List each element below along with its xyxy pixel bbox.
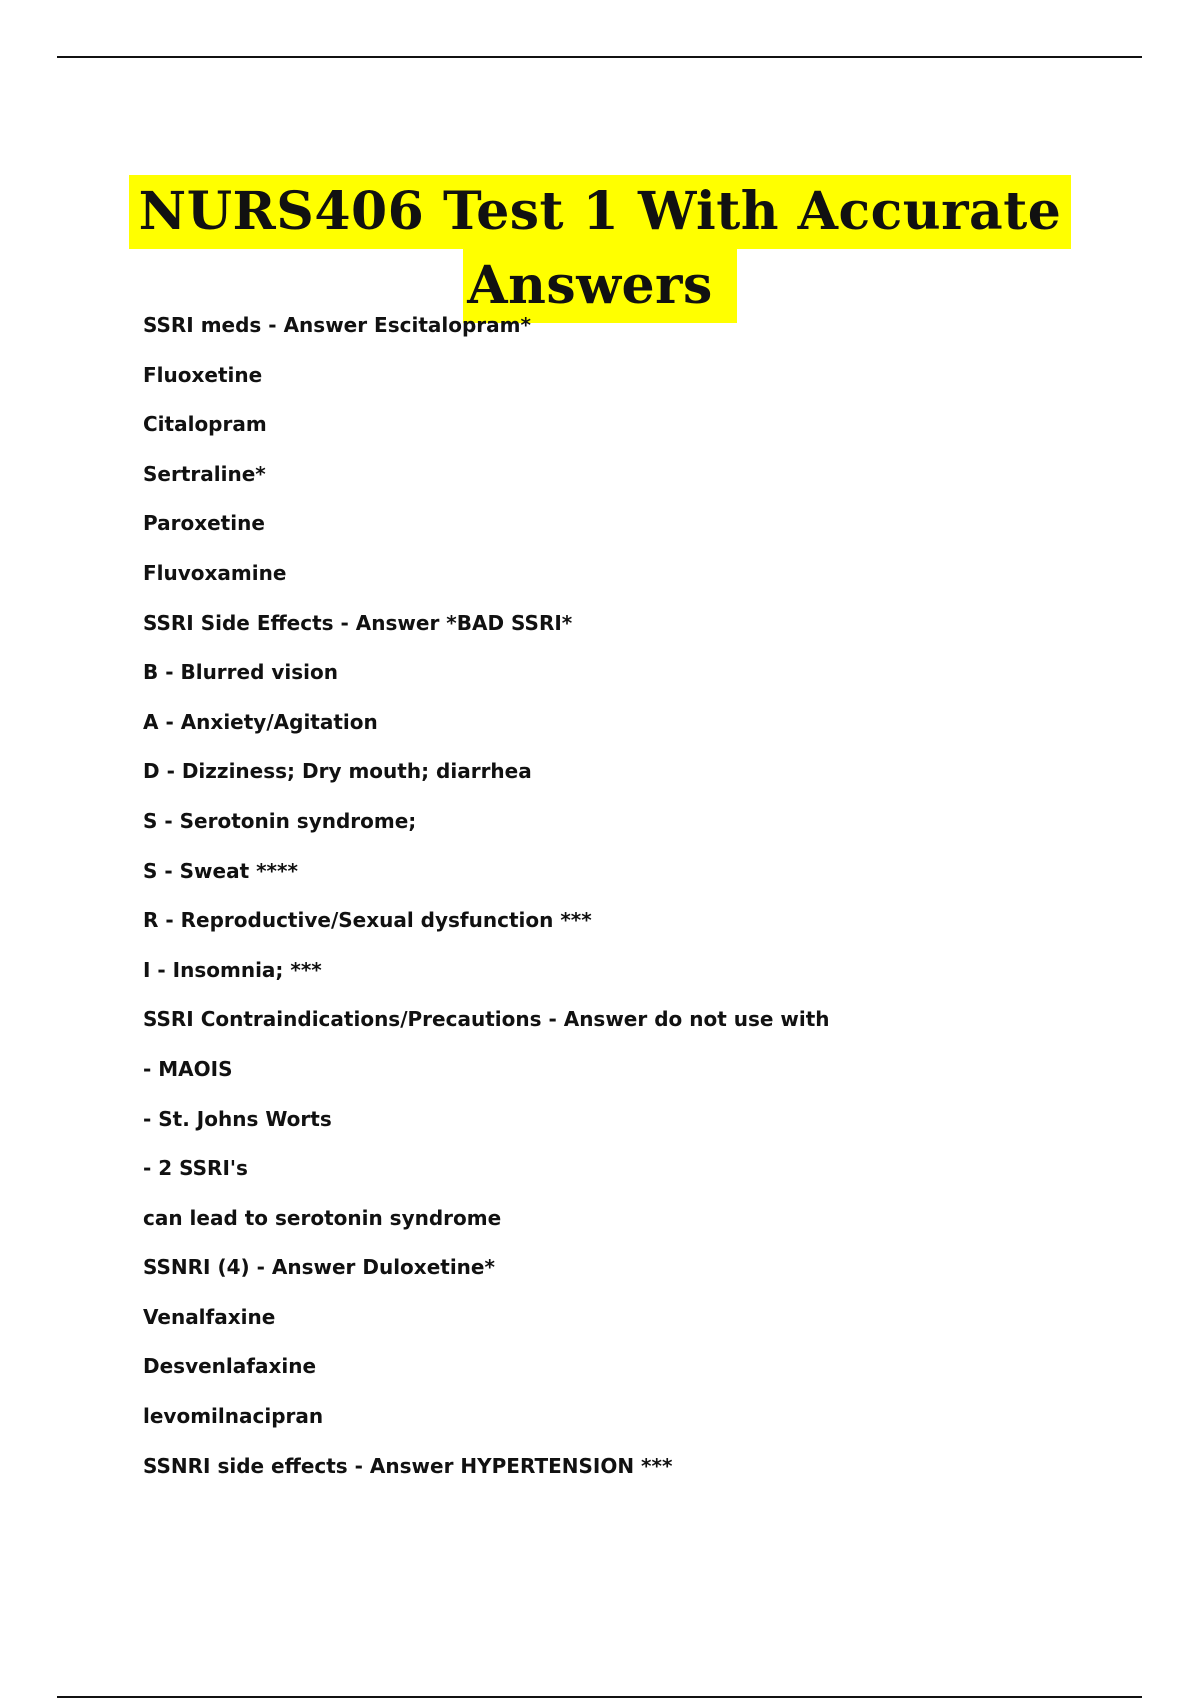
text-line: - 2 SSRI's [143, 1156, 248, 1181]
text-line: Paroxetine [143, 511, 265, 536]
title-line-1: NURS406 Test 1 With Accurate [129, 175, 1072, 249]
header-rule [57, 56, 1142, 58]
text-line: SSNRI side effects - Answer HYPERTENSION *** [143, 1453, 673, 1478]
document-title [0, 175, 1200, 323]
text-line: - MAOIS [143, 1056, 233, 1081]
text-line: SSRI Side Effects - Answer *BAD SSRI* [143, 610, 573, 635]
text-line: SSNRI (4) - Answer Duloxetine* [143, 1255, 495, 1280]
text-line: - St. Johns Worts [143, 1106, 332, 1131]
text-line: Fluvoxamine [143, 560, 287, 585]
text-line: Citalopram [143, 412, 267, 437]
text-line: B - Blurred vision [143, 660, 339, 685]
text-line: SSRI meds - Answer Escitalopram* [143, 313, 531, 337]
answer-lines [143, 306, 1123, 1496]
text-line: SSRI Contraindications/Precautions - Answer do not use with [143, 1007, 830, 1032]
title-line-2: Answers [463, 249, 736, 323]
text-line: S - Sweat **** [143, 858, 298, 883]
text-line: I - Insomnia; *** [143, 957, 322, 982]
text-line: can lead to serotonin syndrome [143, 1205, 502, 1230]
text-line: D - Dizziness; Dry mouth; diarrhea [143, 759, 532, 784]
text-line: Fluoxetine [143, 362, 263, 387]
text-line: R - Reproductive/Sexual dysfunction *** [143, 908, 592, 933]
footer-rule [57, 1696, 1142, 1698]
text-line: Venalfaxine [143, 1304, 276, 1329]
text-line: Sertraline* [143, 461, 266, 486]
text-line: levomilnacipran [143, 1404, 324, 1429]
text-line: Desvenlafaxine [143, 1354, 317, 1379]
text-line: A - Anxiety/Agitation [143, 709, 378, 734]
text-line: S - Serotonin syndrome; [143, 808, 417, 833]
